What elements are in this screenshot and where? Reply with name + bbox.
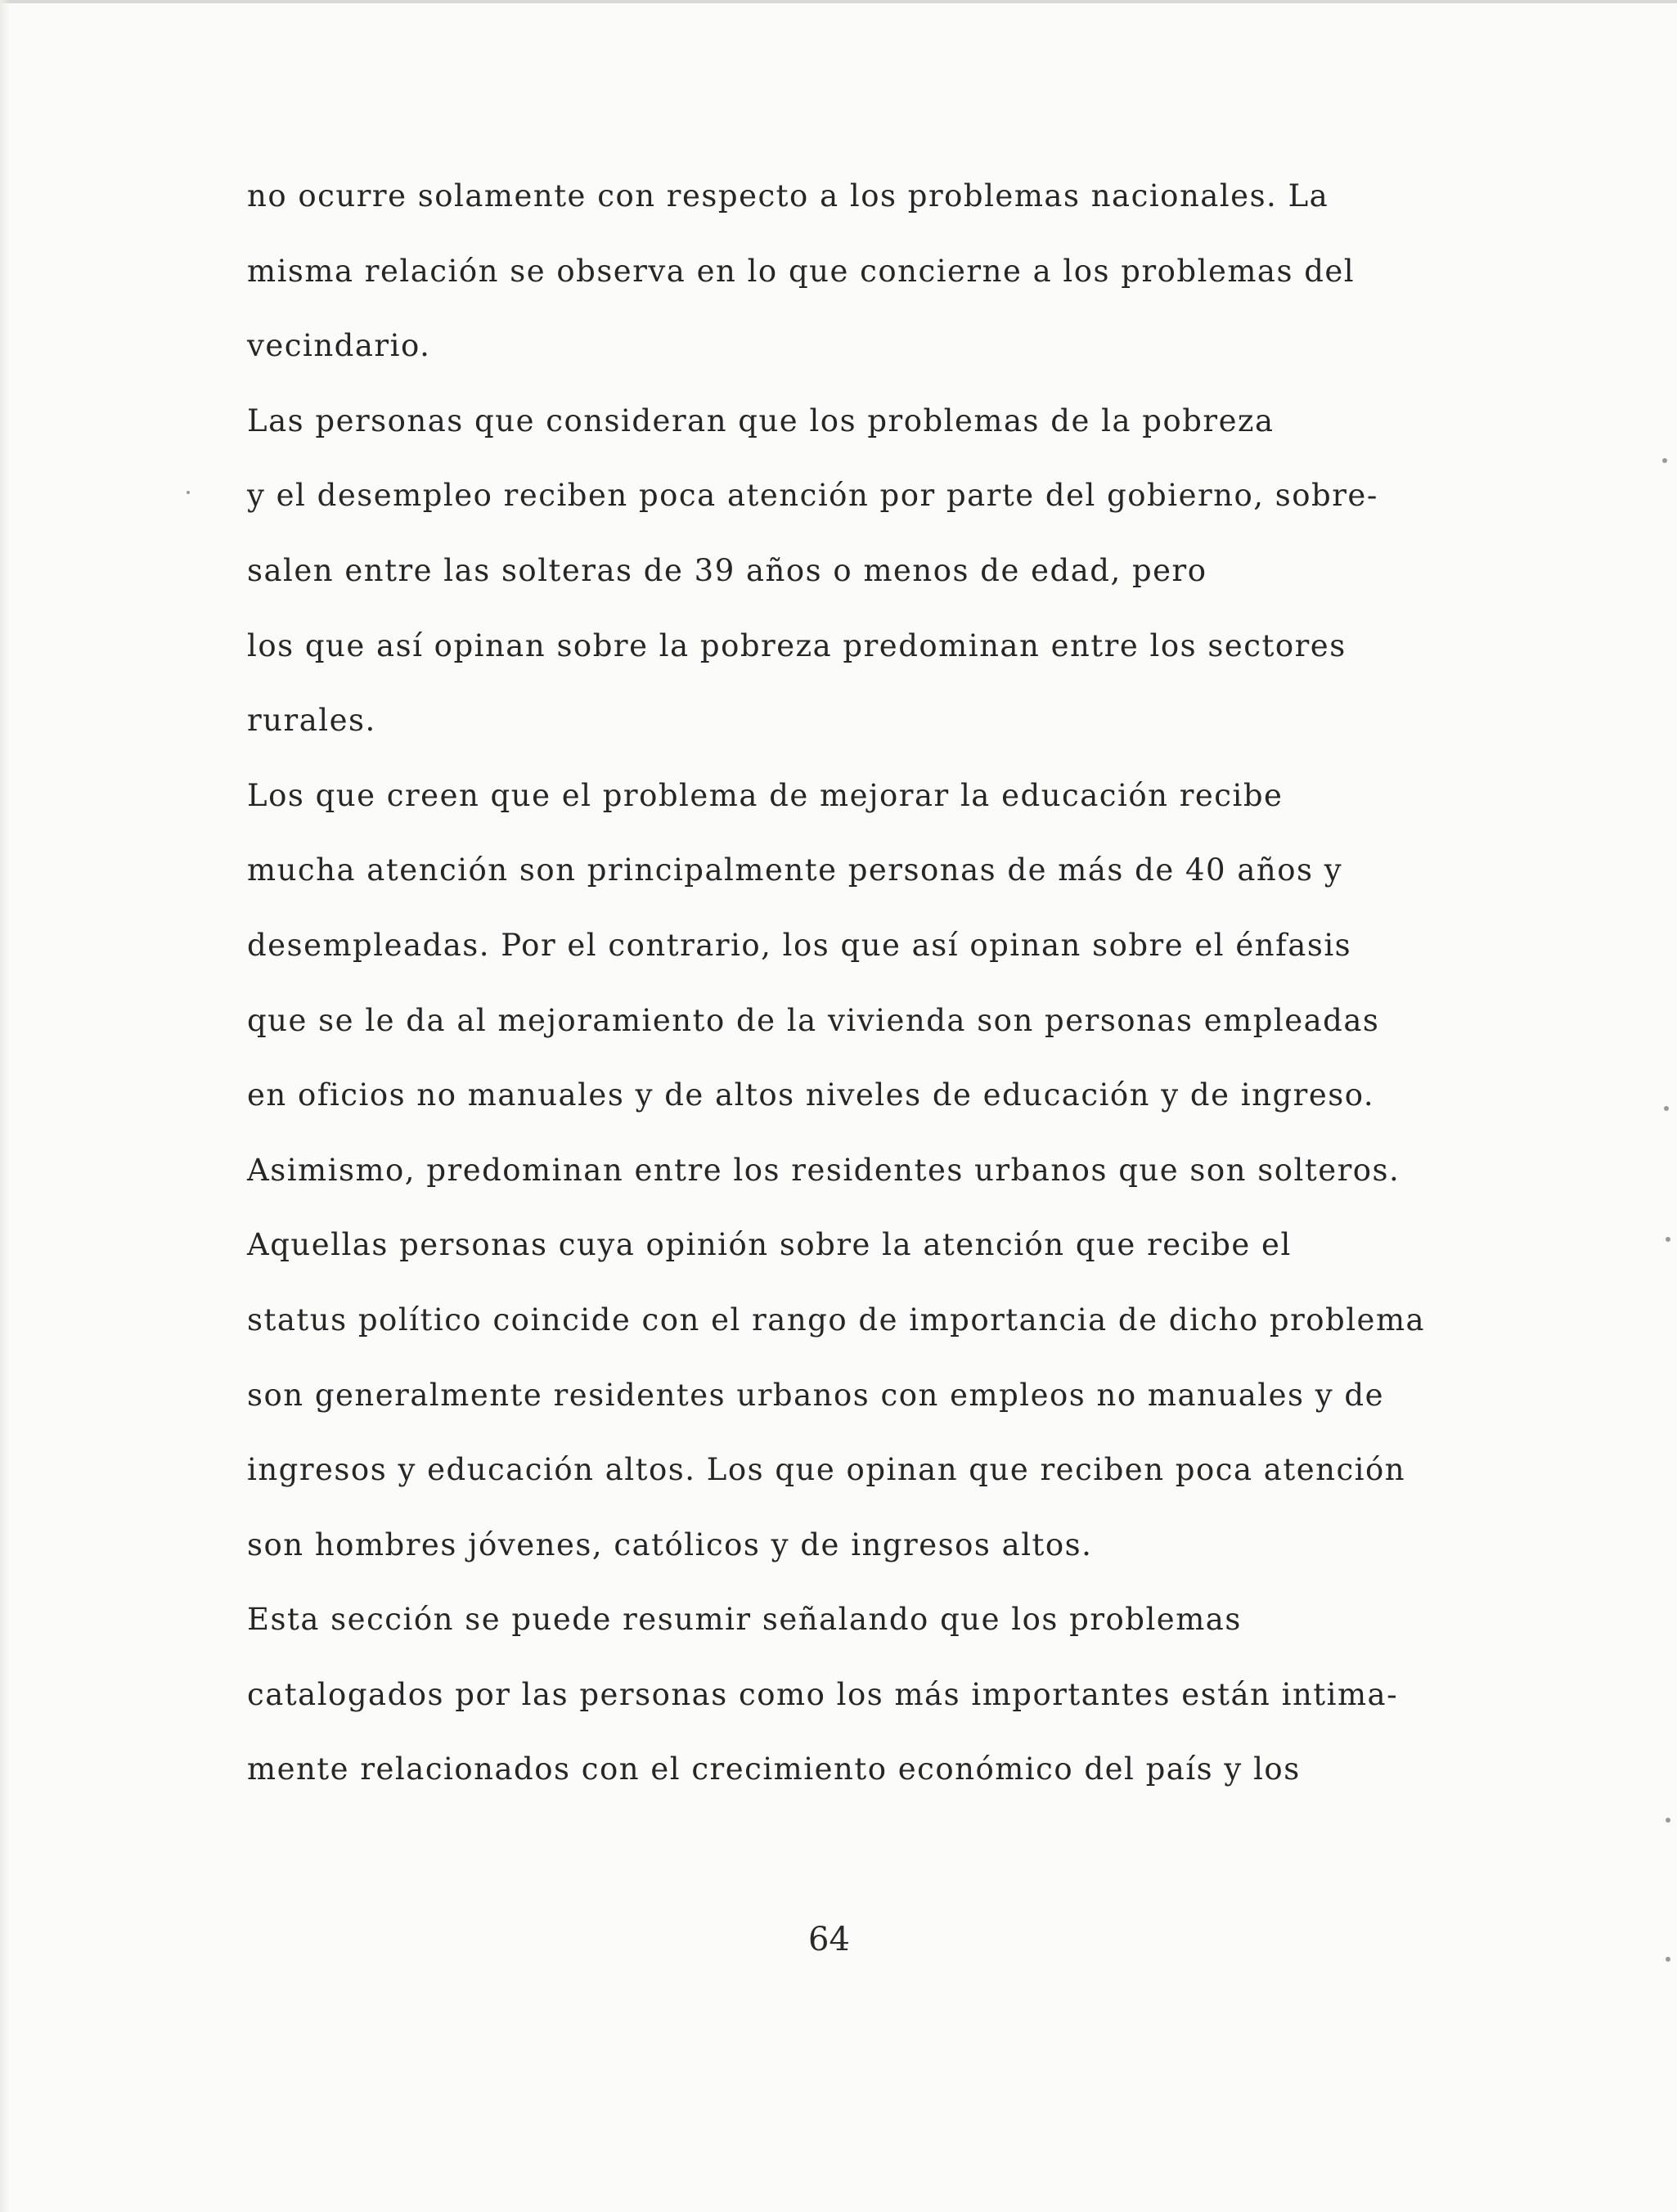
- text-line: Asimismo, predominan entre los residentes urbanos que son solteros.: [247, 1152, 1400, 1188]
- text-line: Aquellas personas cuya opinión sobre la atención que recibe el: [247, 1227, 1292, 1263]
- scan-speck: [1662, 458, 1667, 463]
- text-line: status político coincide con el rango de importancia de dicho problema: [247, 1302, 1426, 1338]
- text-line: mucha atención son principalmente personas de más de 40 años y: [247, 852, 1343, 888]
- text-line: rurales.: [247, 703, 376, 739]
- text-line: no ocurre solamente con respecto a los problemas nacionales. La: [247, 178, 1329, 214]
- text-line: desempleadas. Por el contrario, los que así opinan sobre el énfasis: [247, 927, 1352, 963]
- text-line: en oficios no manuales y de altos niveles de educación y de ingreso.: [247, 1077, 1375, 1113]
- text-line: mente relacionados con el crecimiento económico del país y los: [247, 1751, 1301, 1787]
- scan-speck: [1664, 1106, 1669, 1111]
- text-line: salen entre las solteras de 39 años o menos de edad, pero: [247, 552, 1207, 588]
- scan-speck: [1666, 1957, 1670, 1962]
- text-line: Esta sección se puede resumir señalando que los problemas: [247, 1602, 1242, 1638]
- page-top-edge: [0, 0, 1677, 3]
- text-line: misma relación se observa en lo que concierne a los problemas del: [247, 253, 1356, 289]
- body-text: [247, 168, 1425, 1816]
- page-number: 64: [808, 1921, 850, 1958]
- text-line: catalogados por las personas como los más importantes están intima-: [247, 1676, 1399, 1712]
- scan-speck: [1666, 1237, 1670, 1242]
- page-left-edge: [0, 0, 10, 2212]
- scan-speck: [1666, 1818, 1670, 1823]
- text-line: son hombres jóvenes, católicos y de ingresos altos.: [247, 1526, 1093, 1562]
- text-line: vecindario.: [247, 328, 431, 364]
- text-line: Los que creen que el problema de mejorar la educación recibe: [247, 777, 1284, 813]
- scan-speck: [187, 491, 190, 494]
- text-line: son generalmente residentes urbanos con empleos no manuales y de: [247, 1377, 1384, 1413]
- text-line: que se le da al mejoramiento de la vivienda son personas empleadas: [247, 1002, 1380, 1038]
- text-line: y el desempleo reciben poca atención por parte del gobierno, sobre-: [247, 478, 1378, 514]
- text-line: los que así opinan sobre la pobreza predominan entre los sectores: [247, 627, 1347, 663]
- text-line: Las personas que consideran que los problemas de la pobreza: [247, 402, 1275, 438]
- text-line: ingresos y educación altos. Los que opinan que reciben poca atención: [247, 1452, 1406, 1488]
